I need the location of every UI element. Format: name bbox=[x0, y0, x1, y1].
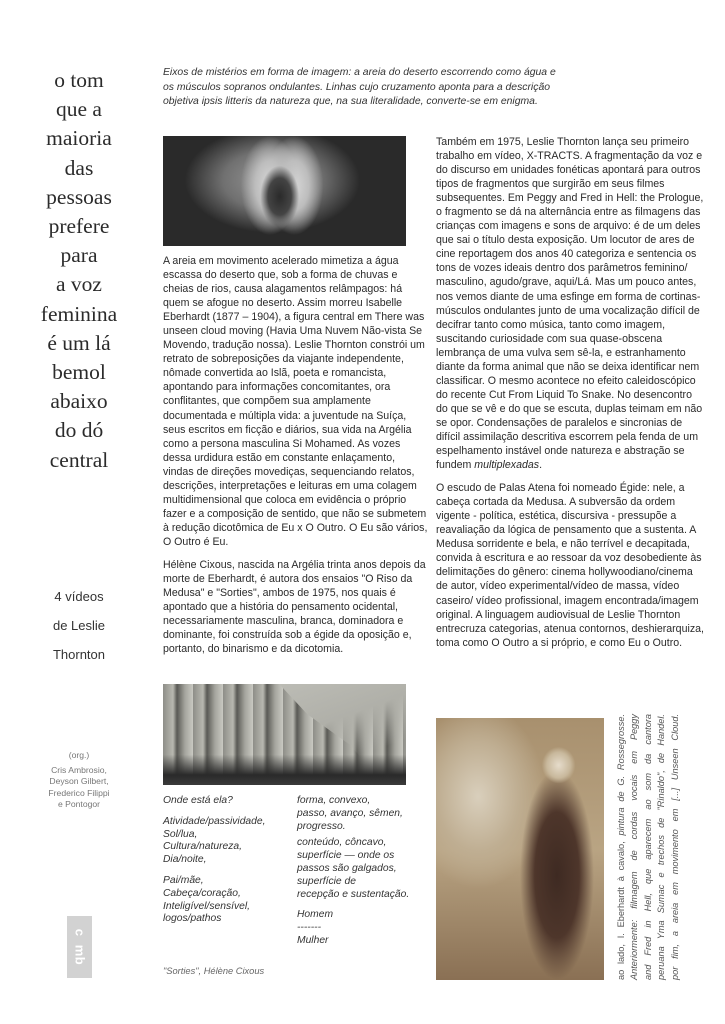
quote-source: "Sorties", Hélène Cixous bbox=[163, 966, 265, 976]
poem-line: pessoas bbox=[46, 184, 112, 209]
credits-name: Frederico Filippi bbox=[48, 787, 110, 798]
credits bbox=[20, 750, 138, 811]
article-column-left bbox=[163, 254, 428, 665]
quote-line: Cultura/natureza, bbox=[163, 841, 242, 853]
vocal-cords-image bbox=[163, 136, 406, 246]
quote-line: progresso. bbox=[297, 820, 346, 832]
quote-line: forma, convexo, bbox=[297, 795, 371, 806]
quote-line: ------- bbox=[297, 922, 322, 934]
paragraph: Hélène Cixous, nascida na Argélia trinta anos depois da morte de Eberhardt, é autora dos ensaios "O Riso da Medusa" e "Sorties", ambos de 1975, nos quais é apontado que a história do pensamento ocidental, necessariamente masculina, branca, dominadora e dominante, foi construída sob a égide da oposição e, portanto, do binarismo e da dicotomia. bbox=[163, 558, 426, 656]
quote-line: conteúdo, côncavo, bbox=[297, 837, 387, 849]
image-caption bbox=[615, 714, 682, 980]
poem-line: do dó bbox=[54, 418, 104, 443]
series-line: 4 vídeos bbox=[54, 589, 104, 604]
quote-line: Sol/lua, bbox=[163, 828, 198, 840]
caption-text: pintura de G. Rossegrosse. bbox=[616, 714, 626, 836]
poem-line: central bbox=[49, 447, 109, 472]
poem-line: prefere bbox=[48, 214, 110, 239]
poem-line: abaixo bbox=[50, 389, 108, 414]
publisher-logo bbox=[67, 916, 92, 978]
paragraph: A areia em movimento acelerado mimetiza a água escassa do deserto que, sob a forma de chuvas e cheias de rios, causa alagamentos relâmpagos: há quem se afogue no deserto. Assim morreu Isabelle Eberhardt (1877 – 1904), a figura central em There was unseen cloud moving (Havia Uma Nuvem Não-vista Se Movendo, tradução nossa). Leslie Thornton constrói um retrato de sobreposições da viajante independente, nômade convertida ao Islã, poeta e romancista, apontando para informações concomitantes, ora conflitantes, que compõem sua amplamente documentada e múltipla vida: a juventude na Suíça, seus escritos em ficção e diários, sua vida na Argélia como a persona masculina Si Mohamed. As vozes dessa urdidura estão em constante enlaçamento, vindas de direções movediças, sequenciando relatos, descrições, interpretações e leituras em uma colagem multidimensional que coloca em evidência o próprio fazer e a composição de sentido, que não se submetem à redução dicotômica de Eu x O Outro. O Eu são vários, O Outro é Eu. bbox=[163, 255, 428, 548]
quote-line: superfície — onde os bbox=[297, 850, 395, 862]
series-line: Thornton bbox=[52, 647, 106, 662]
eberhardt-painting-image bbox=[436, 718, 604, 980]
paragraph bbox=[436, 135, 704, 472]
paragraph-end: . bbox=[539, 459, 543, 472]
poem-line: bemol bbox=[52, 360, 106, 385]
quote-stanza bbox=[163, 816, 288, 867]
quote-stanza bbox=[297, 837, 432, 901]
series-line: de Leslie bbox=[52, 618, 106, 633]
poem-line: que a bbox=[56, 97, 102, 122]
quote-line: recepção e sustentação. bbox=[297, 888, 410, 900]
caption-line: peruana Yma Sumac e trechos de "Rinaldo", de Handel. bbox=[656, 714, 667, 980]
credits-name: Deyson Gilbert, bbox=[49, 776, 109, 786]
poem-line: o tom bbox=[54, 68, 104, 92]
quote-stanza bbox=[297, 795, 432, 833]
quote-left bbox=[163, 795, 288, 934]
quote-line: Cabeça/coração, bbox=[163, 887, 241, 899]
poem-line: das bbox=[64, 155, 94, 180]
caption-line: and Fred in Hell, que aparecem ao som da cantora bbox=[642, 714, 653, 980]
caption-line bbox=[615, 714, 628, 980]
quote-line: Dia/noite, bbox=[163, 854, 207, 866]
caption-line: Anteriormente: filmagem de cordas vocais em Peggy bbox=[629, 714, 640, 980]
quote-line: Onde está ela? bbox=[163, 795, 233, 806]
series-title bbox=[20, 582, 138, 669]
article-column-right bbox=[436, 135, 704, 659]
credits-name: Cris Ambrosio, bbox=[51, 764, 107, 775]
credits-role: (org.) bbox=[68, 750, 90, 760]
quote-line: Homem bbox=[297, 909, 334, 921]
quote-stanza bbox=[297, 909, 432, 947]
poem-title bbox=[20, 66, 138, 475]
quote-line: superfície de bbox=[297, 875, 356, 887]
caption-text: ao lado, I. Eberhardt à cavalo, bbox=[616, 835, 626, 980]
caption-line: por fim, a areia em movimento em [...] Unseen Cloud. bbox=[669, 714, 680, 980]
quote-line: Atividade/passividade, bbox=[163, 815, 266, 827]
emphasis-text: multiplexadas bbox=[474, 459, 540, 472]
poem-line: é um lá bbox=[47, 330, 111, 355]
quote-line: Mulher bbox=[297, 934, 329, 946]
paragraph-text: Também em 1975, Leslie Thornton lança seu primeiro trabalho em vídeo, X-TRACTS. A fragmentação da voz e do discurso em unidades fonéticas apontará para outros tipos de fragmentos que surgirão em seus filmes subsequentes. Em Peggy and Fred in Hell: the Prologue, o fragmento se dá na alternância entre as filmagens das crianças com imagens e sons de arquivo: é de um deles que sai o título desta exposição. Um locutor de ares de cine reportagem dos anos 40 categoriza e sentencia os tons de vozes ideais dentro dos parâmetros feminino/ masculino, agudo/grave, aqui/Lá. Mas um pouco antes, nos vemos diante de uma esfinge em forma de cortinas-músculos ondulantes junto de uma vocalização difícil de decifrar tanto como música, tanto como imagem, suscitando curiosidade com sua quase-obscena lembrança de uma vulva sem sê-la, e estranhamento diante da forma animal que não se deixa identificar nem classificar. O mesmo acontece no efeito caleidoscópico do recente Cut From Liquid To Snake. No desencontro do que se vê e do que se escuta, duplas teimam em não se opor. Condensações de paralelos e sincronias de difícil assimilação descritiva escorrem pela fenda de um espelhamento instável onde natureza e abstração se fundem bbox=[436, 136, 704, 472]
quote-stanza bbox=[163, 875, 288, 926]
poem-line: a voz bbox=[56, 272, 102, 297]
credits-name: e Pontogor bbox=[57, 799, 101, 809]
intro-text: Eixos de mistérios em forma de imagem: a areia do deserto escorrendo como água e os músculos sopranos ondulantes. Linhas cujo cruzamento aponta para a descrição objetiva ipsis litteris da natureza que, na sua literalidade, converte-se em enigma. bbox=[163, 67, 556, 108]
quote-line: logos/pathos bbox=[163, 913, 222, 925]
quote-line: Pai/mãe, bbox=[163, 874, 204, 886]
paragraph: O escudo de Palas Atena foi nomeado Égide: nele, a cabeça cortada da Medusa. A subversão da ordem vigente - política, estética, discursiva - pressupõe a reavaliação da lógica de pensamento que a sustenta. A Medusa sorridente e bela, e não terrível e decapitada, convida à escritura e ao ressoar da voz desobediente às delimitações do gênero: cinema hollywoodiano/cinema de autor, vídeo experimental/vídeo de massa, vídeo caseiro/ vídeo profissional, imagem encontrada/imagem original. A linguagem audiovisual de Leslie Thornton entrecruza categorias, atenua contornos, deshierarquiza, toma como O Outro a si próprio, e como Eu o Outro. bbox=[436, 482, 704, 649]
poem-line: maioria bbox=[46, 126, 112, 151]
moving-sand-image bbox=[163, 684, 406, 785]
publisher-logo-text: c mb bbox=[72, 928, 87, 966]
quote-right bbox=[297, 795, 432, 956]
quote-line: passos são galgados, bbox=[297, 862, 397, 874]
quote-line: Inteligível/sensível, bbox=[163, 900, 250, 912]
quote-stanza bbox=[163, 795, 288, 808]
poem-line: para bbox=[60, 243, 98, 268]
poem-line: feminina bbox=[40, 301, 118, 326]
quote-line: passo, avanço, sêmen, bbox=[297, 807, 403, 819]
